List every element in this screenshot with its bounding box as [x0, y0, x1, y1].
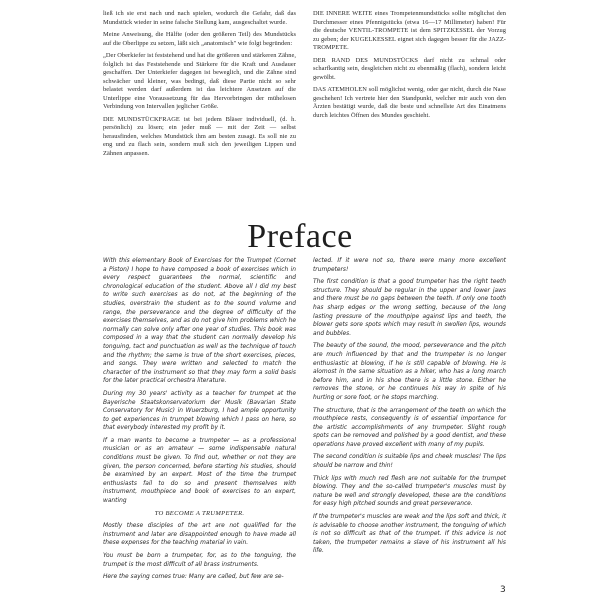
- paragraph: Mostly these disciples of the art are not qualified for the instrument and later are disappointed enough to have made all these expenses for the teaching material in vain.: [103, 523, 296, 547]
- paragraph: The first condition is that a good trumpeter has the right teeth structure. They should be regular in the upper and lower jaws and there must be no gaps between the teeth. If only one tooth has sharp edges or the wrong setting, because of the long lasting pressure of the mouthpipe against lips and teeth, the blower gets sore spots which may result in swollen lips, wounds and bubbles.: [313, 279, 506, 337]
- paragraph: With this elementary Book of Exercises for the Trumpet (Cornet a Piston) I hope to have composed a book of exercises which in every respect guarantees the normal, scientific and chronological education of the student. Above all I did my best to write such exercises as do not, at the beginning of the studies, overstrain the student as to the sound volume and range, the perseverance and the degree of difficulty of the exercises themselves, and as do not give him problems which he normally can solve only after one year of studies. This book was composed in a way that the student can normally develop his tonguing, tact and punctuation as well as the technique of touch and the rhythm; the same is true of the short exercises, pieces, and songs. They were written and selected to match the character of the instrument so that they may form a solid basis for the later practical orchestra literature.: [103, 258, 296, 385]
- paragraph: The second condition is suitable lips and cheek muscles! The lips should be narrow and thin!: [313, 454, 506, 470]
- paragraph: Thick lips with much red flesh are not suitable for the trumpet blowing. They and the so-called trumpeter's muscles must by nature be well and strongly developed, these are the conditions for easy high pitched sounds and great perseverance.: [313, 475, 506, 508]
- preface-right-column: [313, 257, 506, 560]
- paragraph: The beauty of the sound, the mood, perseverance and the pitch are much influenced by that and the trumpeter is no longer enthusiastic at blowing, if he is still capable of blowing. He is alomost in the same situation as a hiker, who has a long march before him, and in his shoe there is a little stone. Either he removes the stone, or he continues his way in spite of his hurting or sore foot, or he stops marching.: [313, 343, 506, 401]
- paragraph: You must be born a trumpeter, for, as to the tonguing, the trumpet is the most difficult of all brass instruments.: [103, 553, 296, 568]
- preface-left-column: [103, 257, 296, 586]
- paragraph: Here the saying comes true: Many are called, but few are se-: [103, 574, 284, 581]
- preface-title: Preface: [247, 218, 353, 255]
- paragraph: DAS ATEMHOLEN soll möglichst wenig, oder gar nicht, durch die Nase geschehen! Ich vertrete hier den Standpunkt, welcher mir auch von den Ärzten bestätigt wurde, daß die beste und schnellste Art des Einatmens durch leichtes Öffnen des Mundes geschieht.: [313, 86, 506, 119]
- paragraph: ließ ich sie erst nach und nach spielen, wodurch die Gefahr, daß das Mundstück wieder in seine falsche Stellung kam, ausgeschaltet wurde.: [103, 10, 296, 26]
- emphasis-line: TO BECOME A TRUMPETER.: [154, 509, 245, 517]
- page-number: 3: [500, 585, 506, 595]
- paragraph: lected. If it were not so, there were many more excellent trumpeters!: [313, 258, 506, 273]
- paragraph: If the trumpeter's muscles are weak and the lips soft and thick, it is advisable to choose another instrument, the tonguing of which is not so difficult as that of the trumpet. If this advice is not taken, the trumpeter remains a slave of his instrument all his life.: [313, 514, 506, 555]
- paragraph: DIE INNERE WEITE eines Trompetenmundstücks sollte möglichst den Durchmesser eines Pfennigstücks (etwa 16—17 Millimeter) haben! Für die deutsche VENTIL-TROMPETE ist dem SPITZKESSEL der Vorzug zu geben; der KUGELKESSEL eignet sich dagegen besser für die JAZZ-TROMPETE.: [313, 10, 506, 51]
- german-text-right-column: [313, 10, 506, 124]
- paragraph: Meine Anweisung, die Hälfte (oder den größeren Teil) des Mundstücks auf die Oberlippe zu setzen, läßt sich „anatomisch" wie folgt begründen:: [103, 31, 296, 47]
- paragraph: During my 30 years' activity as a teacher for trumpet at the Bayerische Staatskonservatorium der Musik (Bavarian State Conservatory for Music) in Wuerzburg, I had ample opportunity to get experiences in trumpet blowing which I pass on here, so that everybody interested my profit by it.: [103, 390, 296, 432]
- paragraph: If a man wants to become a trumpeter — as a professional musician or as an amateur — some indispensable natural conditions must be given. To find out, whether or not they are given, the person concerned, before starting his studies, should be examined by an expert. Most of the time the trumpet enthusiasts fail to do so and present themselves with instrument, mouthpiece and book of exercises to an expert, wanting: [103, 437, 296, 505]
- paragraph: DER RAND DES MUNDSTÜCKS darf nicht zu schmal oder scharfkantig sein, desgleichen nicht zu ebenmäßig (flach), sondern leicht gewölbt.: [313, 56, 506, 81]
- paragraph: „Der Oberkiefer ist feststehend und hat die größeren und stärkeren Zähne, folglich ist das Feststehende und Stärkere für die Kraft und Ausdauer geschaffen. Der Unterkiefer dagegen ist beweglich, und die Zähne sind schwächer und kleiner, was bedingt, daß diese Partie nicht so sehr belastet werden darf außerdem ist das leichtere Ansetzen auf die Unterlippe eine Voraussetzung für das Hervorbringen der mühelosen Verbindung von Intervallen jeglicher Größe.: [103, 52, 296, 110]
- german-text-left-column: [103, 10, 296, 162]
- paragraph: The structure, that is the arrangement of the teeth on which the mouthpiece rests, consequently is of essential importance for the artistic accomplishments of any trumpeter. Slight rough spots can be removed and polished by a good dentist, and these operations have proved excellent with many of my pupils.: [313, 407, 506, 448]
- paragraph: DIE MUNDSTÜCKFRAGE ist bei jedem Bläser individuell, (d. h. persönlich) zu lösen; ein jeder muß — mit der Zeit — selbst herausfinden, welches Mundstück ihm am besten zusagt. Es soll nie zu eng und zu flach sein, sondern muß sich den jeweiligen Lippen und Zähnen anpassen.: [103, 115, 296, 157]
